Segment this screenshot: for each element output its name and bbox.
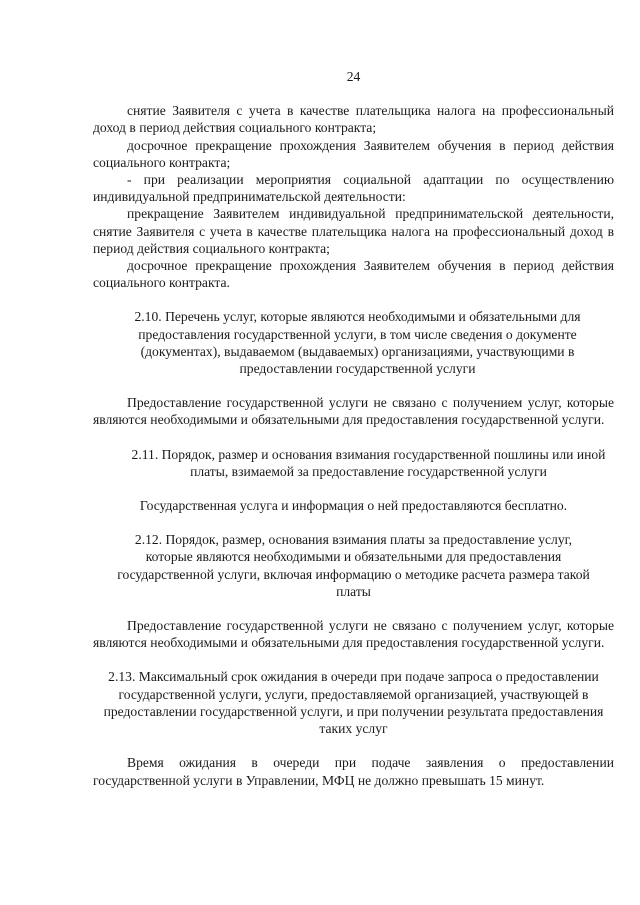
page-number: 24: [346, 69, 361, 84]
section-2-10: [93, 308, 614, 428]
spacer: [93, 429, 614, 446]
section-heading: 2.13. Максимальный срок ожидания в очереди при подаче запроса о предоставлении государственной услуги, услуги, предоставляемой организацией, участвующей в предоставлении государственной услуги, и при получении результата предоставления таких услуг: [103, 669, 604, 737]
section-heading: 2.12. Порядок, размер, основания взимания платы за предоставление услуг, которые являются необходимыми и обязательными для предоставления государственной услуги, включая информацию о методике расчета размера такой платы: [117, 532, 590, 599]
intro-paragraph: досрочное прекращение прохождения Заявителем обучения в период действия социального контракта.: [93, 258, 614, 291]
intro-paragraph: досрочное прекращение прохождения Заявителем обучения в период действия социального контракта;: [93, 137, 614, 170]
spacer: [93, 737, 614, 754]
section-heading: 2.10. Перечень услуг, которые являются необходимыми и обязательными для предоставления государственной услуги, в том числе сведения о документе (документах), выдаваемом (выдаваемых) организациями, участвующими в предоставлении государственной услуги: [134, 309, 581, 377]
section-body: Государственная услуга и информация о ней предоставляются бесплатно.: [139, 498, 568, 514]
spacer: [93, 600, 614, 617]
section-2-13: [93, 668, 614, 788]
intro-paragraph: снятие Заявителя с учета в качестве плательщика налога на профессиональный доход в период действия социального контракта;: [93, 103, 614, 136]
intro-paragraph: прекращение Заявителем индивидуальной предпринимательской деятельности, снятие Заявителя с учета в качестве плательщика налога на профессиональный доход в период действия социального контракта;: [93, 206, 614, 256]
intro-block: [93, 102, 614, 291]
spacer: [93, 480, 614, 497]
section-body: Предоставление государственной услуги не связано с получением услуг, которые являются необходимыми и обязательными для предоставления государственной услуги.: [93, 618, 614, 651]
spacer: [93, 651, 614, 668]
spacer: [93, 377, 614, 394]
spacer: [93, 514, 614, 531]
section-heading: 2.11. Порядок, размер и основания взимания государственной пошлины или иной платы, взимаемой за предоставление государственной услуги: [131, 446, 606, 479]
spacer: [93, 291, 614, 308]
section-2-11: [93, 446, 614, 515]
intro-paragraph: - при реализации мероприятия социальной адаптации по осуществлению индивидуальной предпринимательской деятельности:: [93, 172, 614, 205]
section-body: Время ожидания в очереди при подаче заявления о предоставлении государственной услуги в Управлении, МФЦ не должно превышать 15 минут.: [93, 755, 614, 788]
section-body: Предоставление государственной услуги не связано с получением услуг, которые являются необходимыми и обязательными для предоставления государственной услуги.: [93, 395, 614, 428]
section-2-12: [93, 531, 614, 651]
